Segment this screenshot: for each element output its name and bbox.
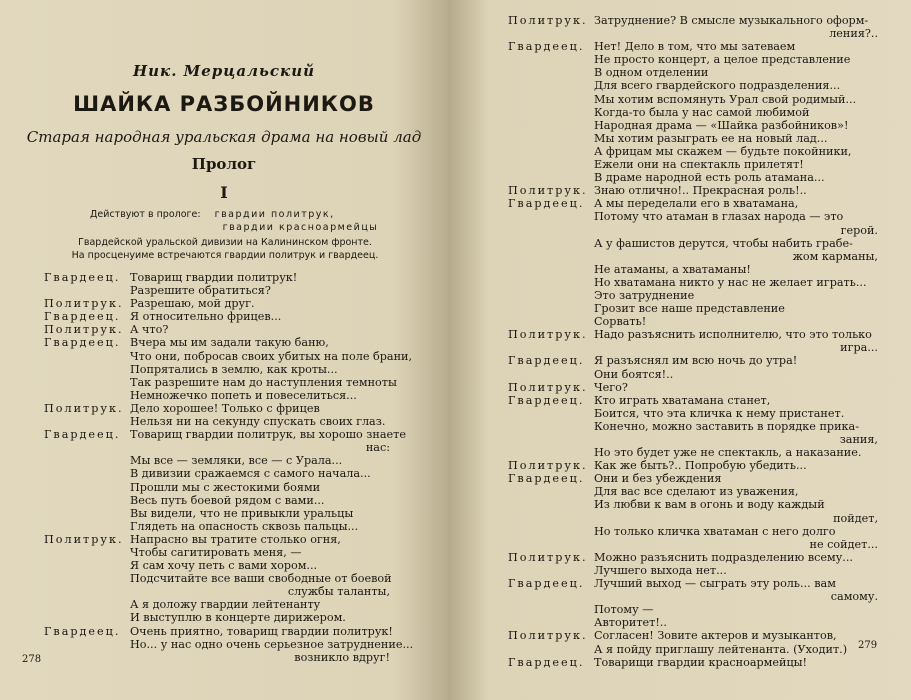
- dialogue-line: [508, 643, 878, 656]
- dialogue-line: [508, 485, 878, 498]
- left-page: [0, 0, 448, 700]
- line-text: Ежели они на спектакль прилетят!: [594, 158, 804, 172]
- dialogue-line: [44, 598, 390, 611]
- line-text: А я доложу гвардии лейтенанту: [130, 598, 321, 612]
- line-text: Согласен! Зовите актеров и музыкантов,: [594, 629, 837, 643]
- line-text: Народная драма — «Шайка разбойников»!: [594, 118, 849, 132]
- dialogue-line: [44, 297, 390, 310]
- dialogue-line: [44, 402, 390, 415]
- line-text: Глядеть на опасность сквозь пальцы...: [130, 519, 359, 533]
- speaker-name: [508, 512, 594, 525]
- dialogue-line: [44, 494, 390, 507]
- line-text: Из любви к вам в огонь и воду каждый: [594, 498, 825, 512]
- cast-name: гвардии красноармейцы: [222, 222, 379, 233]
- speaker-name: [44, 651, 130, 664]
- line-text: Боится, что эта кличка к нему пристанет.: [594, 406, 845, 420]
- speaker-name: Политрук.: [508, 550, 588, 564]
- cast-note: [40, 236, 410, 262]
- speaker-name: Гвардеец.: [508, 577, 585, 591]
- line-text: Но хватамана никто у нас не желает играть...: [594, 275, 867, 289]
- speaker-name: [44, 454, 130, 467]
- dialogue-line: [508, 577, 878, 590]
- line-text: Потому —: [594, 603, 654, 617]
- line-text: А у фашистов дерутся, чтобы набить грабе-: [594, 236, 853, 250]
- line-text: Как же быть?.. Попробую убедить...: [594, 459, 807, 473]
- speaker-name: [508, 93, 594, 106]
- line-text: Я относительно фрицев...: [130, 310, 282, 324]
- dialogue-line: [508, 564, 878, 577]
- dialogue-line: [44, 428, 406, 442]
- line-text: Разрешаю, мой друг.: [130, 297, 255, 311]
- speaker-name: Политрук.: [44, 401, 124, 415]
- dialogue-line: [44, 323, 390, 336]
- dialogue-line: [44, 336, 390, 349]
- speaker-name: [508, 603, 594, 616]
- line-text: Чтобы сагитировать меня, —: [130, 545, 302, 559]
- cast-note-line: На просценуиме встречаются гвардии политрук и гвардеец.: [71, 250, 379, 261]
- dialogue-line: [508, 368, 878, 381]
- line-text: игра...: [840, 341, 878, 355]
- dialogue-line: [508, 302, 878, 315]
- dialogue-line: [44, 624, 393, 638]
- speaker-name: [44, 389, 130, 402]
- speaker-name: Гвардеец.: [44, 271, 121, 284]
- speaker-name: [44, 559, 130, 572]
- line-text: Немножечко попеть и повеселиться...: [130, 388, 357, 402]
- line-text: В драме народной есть роль атамана...: [594, 171, 825, 185]
- speaker-name: [508, 27, 594, 40]
- line-text: Товарищи гвардии красноармейцы!: [594, 655, 808, 669]
- line-text: пойдет,: [833, 511, 878, 525]
- speaker-name: Политрук.: [44, 532, 124, 546]
- speaker-name: [508, 420, 594, 433]
- speaker-name: [44, 415, 130, 428]
- line-text: Мы хотим разыграть ее на новый лад...: [594, 131, 828, 145]
- speaker-name: Гвардеец.: [508, 472, 585, 486]
- line-text: Для вас все сделают из уважения,: [594, 485, 799, 499]
- line-text: Лучший выход — сыграть эту роль... вам: [594, 577, 836, 591]
- line-text: Знаю отлично!.. Прекрасная роль!..: [594, 184, 807, 198]
- line-text: Не просто концерт, а целое представление: [594, 53, 851, 67]
- line-text: жом карманы,: [792, 249, 878, 263]
- dialogue-line: [44, 441, 390, 454]
- speaker-name: Гвардеец.: [44, 310, 121, 324]
- speaker-name: [44, 598, 130, 611]
- speaker-name: Политрук.: [44, 297, 124, 311]
- speaker-name: Гвардеец.: [44, 428, 121, 442]
- line-text: Нет! Дело в том, что мы затеваем: [594, 40, 796, 54]
- dialogue-line: [508, 263, 878, 276]
- dialogue-line: [508, 341, 878, 354]
- speaker-name: [508, 132, 594, 145]
- dialogue-line: [44, 507, 390, 520]
- speaker-name: [508, 643, 594, 656]
- cast-intro: Действуют в прологе:: [90, 209, 201, 220]
- line-text: нас:: [365, 441, 390, 455]
- dialogue-line: [508, 276, 878, 289]
- line-text: В одном отделении: [594, 66, 709, 80]
- speaker-name: [44, 284, 130, 297]
- speaker-name: [508, 237, 594, 250]
- cast-name: гвардии политрук,: [214, 209, 335, 220]
- line-text: Чего?: [594, 380, 628, 394]
- speaker-name: Политрук.: [508, 328, 588, 342]
- dialogue-line: [508, 551, 878, 564]
- line-text: И выступлю в концерте дирижером.: [130, 611, 346, 625]
- speaker-name: [44, 546, 130, 559]
- speaker-name: [508, 289, 594, 302]
- dialogue-line: [508, 394, 878, 407]
- play-title: ШАЙКА РАЗБОЙНИКОВ: [73, 92, 375, 116]
- speaker-name: [508, 564, 594, 577]
- line-text: Сорвать!: [594, 315, 647, 329]
- dialogue-line: [508, 27, 878, 40]
- speaker-name: [508, 276, 594, 289]
- dialogue-line: [508, 197, 878, 210]
- dialogue-line: [508, 538, 878, 551]
- dialogue-line: [508, 79, 878, 92]
- line-text: Это затруднение: [594, 288, 695, 302]
- line-text: Авторитет!..: [594, 616, 667, 630]
- line-text: ления?..: [829, 27, 878, 41]
- line-text: Я сам хочу петь с вами хором...: [130, 559, 318, 573]
- dialogue-line: [508, 525, 878, 538]
- line-text: Для всего гвардейского подразделения...: [594, 79, 841, 93]
- speaker-name: Гвардеец.: [44, 624, 121, 638]
- speaker-name: [44, 638, 130, 651]
- dialogue-line: [508, 53, 878, 66]
- speaker-name: [44, 520, 130, 533]
- line-text: Весь путь боевой рядом с вами...: [130, 493, 325, 507]
- dialogue-line: [508, 66, 878, 79]
- line-text: А фрицам мы скажем — будьте покойники,: [594, 144, 852, 158]
- dialogue-line: [508, 158, 878, 171]
- line-text: А я пойду приглашу лейтенанта. (Уходит.): [594, 642, 848, 656]
- dialogue-line: [44, 572, 390, 585]
- speaker-name: [44, 363, 130, 376]
- cast-list: [90, 208, 385, 234]
- speaker-name: [44, 481, 130, 494]
- line-text: Можно разъяснить подразделению всему...: [594, 550, 853, 564]
- line-text: Разрешите обратиться?: [130, 284, 271, 298]
- line-text: Что они, побросав своих убитых на поле брани,: [130, 349, 413, 363]
- speaker-name: [508, 66, 594, 79]
- dialogue-line: [44, 467, 390, 480]
- dialogue-line: [508, 119, 878, 132]
- dialogue-line: [508, 184, 878, 197]
- dialogue-line: [44, 454, 390, 467]
- dialogue-line: [508, 237, 878, 250]
- line-text: Очень приятно, товарищ гвардии политрук!: [130, 624, 393, 638]
- dialogue-line: [44, 310, 390, 323]
- speaker-name: [508, 616, 594, 629]
- speaker-name: [508, 171, 594, 184]
- page-number-left: 278: [22, 654, 42, 665]
- line-text: Попрятались в землю, как кроты...: [130, 362, 338, 376]
- dialogue-line: [508, 433, 878, 446]
- line-text: А мы переделали его в хватамана,: [594, 197, 799, 211]
- dialogue-line: [508, 132, 878, 145]
- dialogue-line: [44, 363, 390, 376]
- dialogue-line: [508, 171, 878, 184]
- line-text: Нельзя ни на секунду спускать своих глаз.: [130, 415, 386, 429]
- line-text: Когда-то была у нас самой любимой: [594, 105, 810, 119]
- line-text: Надо разъяснить исполнителю, что это только: [594, 328, 872, 342]
- author-name: Ник. Мерцальский: [132, 62, 316, 80]
- dialogue-line: [44, 559, 390, 572]
- line-text: службы таланты,: [287, 585, 390, 599]
- dialogue-line: [44, 651, 390, 664]
- line-text: Вчера мы им задали такую баню,: [130, 336, 329, 350]
- line-text: Грозит все наше представление: [594, 302, 785, 316]
- speaker-name: Гвардеец.: [508, 197, 585, 211]
- dialogue-line: [508, 498, 878, 511]
- line-text: Потому что атаман в глазах народа — это: [594, 210, 844, 224]
- dialogue-line: [508, 328, 878, 341]
- speaker-name: [508, 368, 594, 381]
- dialogue-line: [508, 603, 878, 616]
- speaker-name: [508, 525, 594, 538]
- dialogue-line: [508, 250, 878, 263]
- line-text: Мы все — земляки, все — с Урала...: [130, 454, 343, 468]
- dialogue-line: [508, 93, 878, 106]
- line-text: А что?: [130, 323, 169, 337]
- dialogue-line: [508, 512, 878, 525]
- dialogue-line: [44, 611, 390, 624]
- right-dialogue: [508, 14, 878, 669]
- dialogue-line: [508, 210, 878, 223]
- speaker-name: [508, 485, 594, 498]
- speaker-name: Гвардеец.: [508, 354, 585, 368]
- speaker-name: [508, 590, 594, 603]
- line-text: Так разрешите нам до наступления темноты: [130, 375, 397, 389]
- dialogue-line: [44, 585, 390, 598]
- scene-number: I: [220, 183, 228, 202]
- speaker-name: [44, 585, 130, 598]
- line-text: зания,: [839, 433, 878, 446]
- speaker-name: [44, 467, 130, 480]
- speaker-name: [44, 507, 130, 520]
- speaker-name: [508, 210, 594, 223]
- dialogue-line: [508, 224, 878, 237]
- speaker-name: [508, 145, 594, 158]
- speaker-name: [44, 494, 130, 507]
- speaker-name: [508, 498, 594, 511]
- dialogue-line: [508, 459, 878, 472]
- line-text: Товарищ гвардии политрук!: [130, 271, 298, 284]
- dialogue-line: [508, 420, 878, 433]
- right-page: [448, 0, 911, 700]
- line-text: Вы видели, что не привыкли уральцы: [130, 506, 354, 520]
- dialogue-line: [44, 271, 390, 284]
- dialogue-line: [44, 349, 413, 363]
- dialogue-line: [508, 354, 878, 367]
- left-dialogue: [44, 271, 414, 664]
- dialogue-line: [508, 656, 878, 669]
- line-text: не сойдет...: [809, 537, 878, 551]
- line-text: Лучшего выхода нет...: [594, 563, 727, 577]
- line-text: Но это будет уже не спектакль, а наказание.: [594, 446, 862, 460]
- speaker-name: Политрук.: [508, 380, 588, 394]
- speaker-name: [508, 263, 594, 276]
- speaker-name: [508, 315, 594, 328]
- speaker-name: Политрук.: [508, 184, 588, 198]
- dialogue-line: [44, 481, 390, 494]
- line-text: Напрасно вы тратите столько огня,: [130, 532, 341, 546]
- page-number-right: 279: [858, 640, 878, 651]
- line-text: Они боятся!..: [594, 367, 674, 381]
- dialogue-line: [508, 590, 878, 603]
- speaker-name: Политрук.: [508, 459, 588, 473]
- dialogue-line: [508, 106, 878, 119]
- speaker-name: [508, 341, 594, 354]
- dialogue-line: [44, 533, 390, 546]
- speaker-name: [44, 376, 130, 389]
- dialogue-line: [44, 637, 414, 651]
- dialogue-line: [508, 40, 878, 53]
- speaker-name: [44, 350, 130, 363]
- dialogue-line: [44, 546, 390, 559]
- speaker-name: Гвардеец.: [508, 393, 585, 407]
- dialogue-line: [44, 375, 397, 389]
- line-text: самому.: [830, 590, 878, 604]
- dialogue-line: [508, 629, 878, 642]
- speaker-name: [508, 106, 594, 119]
- dialogue-line: [508, 616, 878, 629]
- speaker-name: [508, 53, 594, 66]
- dialogue-line: [508, 315, 878, 328]
- speaker-name: [508, 446, 594, 459]
- line-text: Подсчитайте все ваши свободные от боевой: [130, 572, 392, 586]
- speaker-name: Гвардеец.: [508, 40, 585, 54]
- line-text: Но только кличка хватаман с него долго: [594, 524, 836, 538]
- speaker-name: [44, 572, 130, 585]
- speaker-name: Политрук.: [508, 629, 588, 643]
- play-subtitle: Старая народная уральская драма на новый лад: [26, 128, 422, 146]
- speaker-name: [508, 158, 594, 171]
- speaker-name: [508, 302, 594, 315]
- speaker-name: [44, 611, 130, 624]
- line-text: Не атаманы, а хватаманы!: [594, 262, 751, 276]
- speaker-name: [508, 407, 594, 420]
- dialogue-line: [508, 446, 878, 459]
- line-text: Я разъяснял им всю ночь до утра!: [594, 354, 798, 368]
- line-text: Товарищ гвардии политрук, вы хорошо знаете: [130, 428, 406, 442]
- dialogue-line: [508, 145, 878, 158]
- dialogue-line: [44, 520, 390, 533]
- speaker-name: [508, 250, 594, 263]
- speaker-name: [508, 433, 594, 446]
- speaker-name: [508, 538, 594, 551]
- dialogue-line: [508, 14, 878, 27]
- cast-note-line: Гвардейской уральской дивизии на Калининском фронте.: [78, 237, 372, 248]
- speaker-name: [508, 119, 594, 132]
- speaker-name: Гвардеец.: [44, 336, 121, 350]
- line-text: герой.: [840, 223, 878, 237]
- dialogue-line: [44, 415, 390, 428]
- line-text: Затруднение? В смысле музыкального оформ-: [594, 14, 869, 27]
- dialogue-line: [508, 289, 878, 302]
- speaker-name: [508, 224, 594, 237]
- dialogue-line: [44, 284, 390, 297]
- speaker-name: Политрук.: [508, 14, 588, 27]
- line-text: возникло вдруг!: [294, 650, 390, 664]
- speaker-name: Политрук.: [44, 323, 124, 337]
- line-text: Прошли мы с жестокими боями: [130, 480, 321, 494]
- speaker-name: [44, 441, 130, 454]
- dialogue-line: [508, 472, 878, 485]
- line-text: Дело хорошее! Только с фрицев: [130, 401, 320, 415]
- line-text: Они и без убеждения: [594, 472, 722, 486]
- dialogue-line: [508, 407, 878, 420]
- line-text: В дивизии сражаемся с самого начала...: [130, 467, 371, 481]
- dialogue-line: [44, 389, 390, 402]
- line-text: Но... у нас одно очень серьезное затруднение...: [130, 637, 414, 651]
- line-text: Конечно, можно заставить в порядке прика-: [594, 419, 859, 433]
- prolog-heading: Пролог: [191, 155, 257, 173]
- speaker-name: [508, 79, 594, 92]
- line-text: Мы хотим вспомянуть Урал свой родимый...: [594, 92, 857, 106]
- speaker-name: Гвардеец.: [508, 655, 585, 669]
- line-text: Кто играть хватамана станет,: [594, 393, 771, 407]
- dialogue-line: [508, 381, 878, 394]
